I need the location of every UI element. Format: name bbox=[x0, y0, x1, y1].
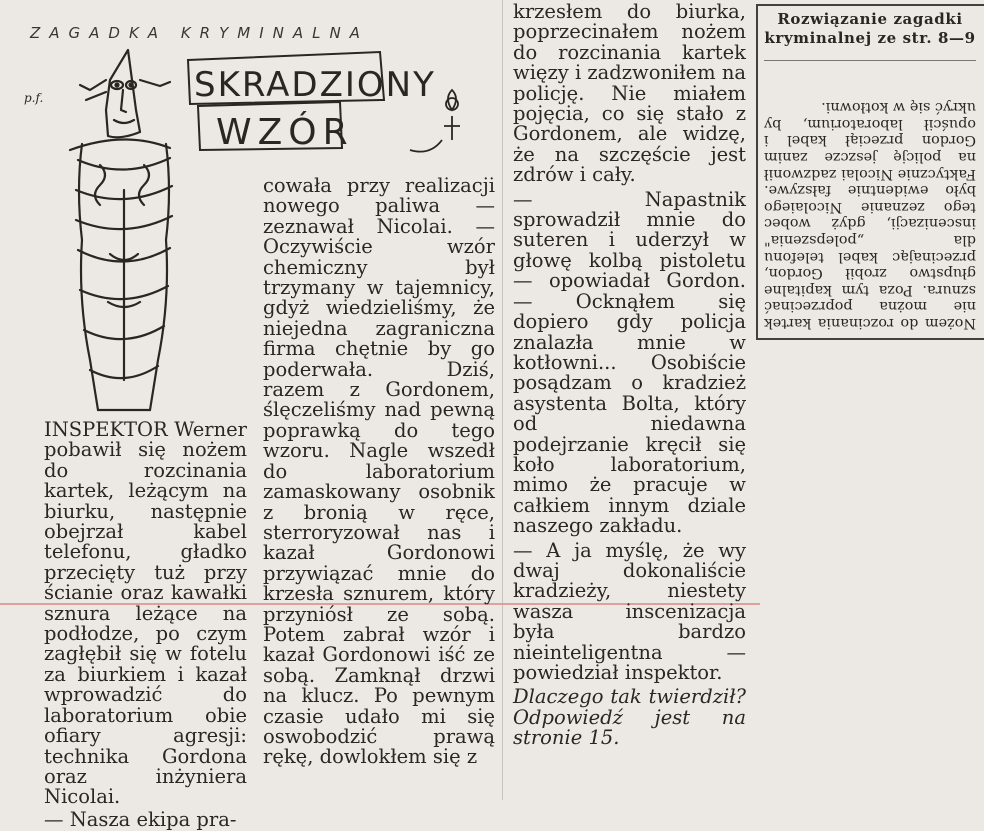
tied-man-illustration bbox=[20, 40, 190, 420]
section-kicker: ZAGADKA KRYMINALNA bbox=[30, 24, 369, 42]
article-paragraph: krzesłem do biurka, poprzecinałem nożem do rozcinania kartek więzy i zadzwoniłem na policję. Nie miałem pojęcia, co się stało z Gordonem, ale widzę, że na szczęście jest zdrów i cały. bbox=[513, 0, 747, 187]
column-divider bbox=[502, 0, 503, 800]
article-paragraph: — Nasza ekipa pra- bbox=[44, 807, 237, 831]
article-paragraph: — Napastnik sprowadził mnie do suteren i uderzył w głowę kolbą pistoletu — opowiadał Gordon. — Ocknąłem się dopiero gdy policja znalazła mnie w kotłowni... Osobiście posądzam o kradzież asystenta Bolta, który od niedawna podejrzanie kręcił się koło laboratorium, mimo że pracuje w całkiem innym dziale naszego zakładu. bbox=[513, 187, 746, 538]
artist-signature: p.f. bbox=[24, 91, 44, 105]
title-line-1: SKRADZIONY bbox=[194, 65, 436, 105]
article-column-3 bbox=[513, 2, 746, 749]
solution-text: Nożem do rozcinania kartek nie można poprzecinać sznura. Poza tym kapitalne głupstwo zrobił Gordon, przecinając kabel telefonu dla „polepszenia" inscenizacji, gdyż wobec tego zeznanie Nicolaiego było ewidentnie fałszywe. Faktycznie Nicolai zadzwonił na policję jeszcze zanim Gordon przeciął kabel i opuścił laboratorium, by ukryć się w kotłowni. bbox=[764, 99, 976, 331]
article-title bbox=[180, 40, 480, 160]
puzzle-question: Dlaczego tak twierdził? Odpowiedź jest na stronie 15. bbox=[513, 685, 746, 750]
solution-title: Rozwiązanie zagadki kryminalnej ze str. 8—9 bbox=[764, 10, 976, 47]
solution-body-upside-down bbox=[764, 66, 976, 331]
title-line-2: WZÓR bbox=[216, 112, 354, 153]
article-column-1 bbox=[44, 420, 247, 830]
article-paragraph: — A ja myślę, że wy dwaj dokonaliście kradzieży, niestety wasza inscenizacja była bardzo nieinteligentna — powiedział inspektor. bbox=[513, 538, 746, 684]
article-column-2 bbox=[263, 176, 495, 768]
solution-divider bbox=[764, 60, 976, 61]
article-paragraph: cowała przy realizacji nowego paliwa — zeznawał Nicolai. — Oczywiście wzór chemiczny był trzymany w tajemnicy, gdyż wiedzieliśmy, że niejedna zagraniczna firma chętnie by go poderwała. Dziś, razem z Gordonem, ślęczeliśmy nad pewną poprawką do tego wzoru. Nagle wszedł do laboratorium zamaskowany osobnik z bronią w ręce, sterroryzował nas i kazał Gordonowi przywiązać mnie do krzesła sznurem, który przyniósł ze sobą. Potem zabrał wzór i kazał Gordonowi iść ze sobą. Zamknął drzwi na klucz. Po pewnym czasie udało mi się oswobodzić prawą rękę, dowlokłem się z bbox=[263, 174, 495, 769]
article-lead-paragraph: INSPEKTOR Werner pobawił się nożem do rozcinania kartek, leżącym na biurku, następnie obejrzał kabel telefonu, gładko przecięty tuż przy ścianie oraz kawałki sznura leżące na podłodze, po czym zagłębił się w fotelu za biurkiem i kazał wprowadzić do laboratorium obie ofiary agresji: technika Gordona oraz inżyniera Nicolai. bbox=[44, 418, 247, 809]
